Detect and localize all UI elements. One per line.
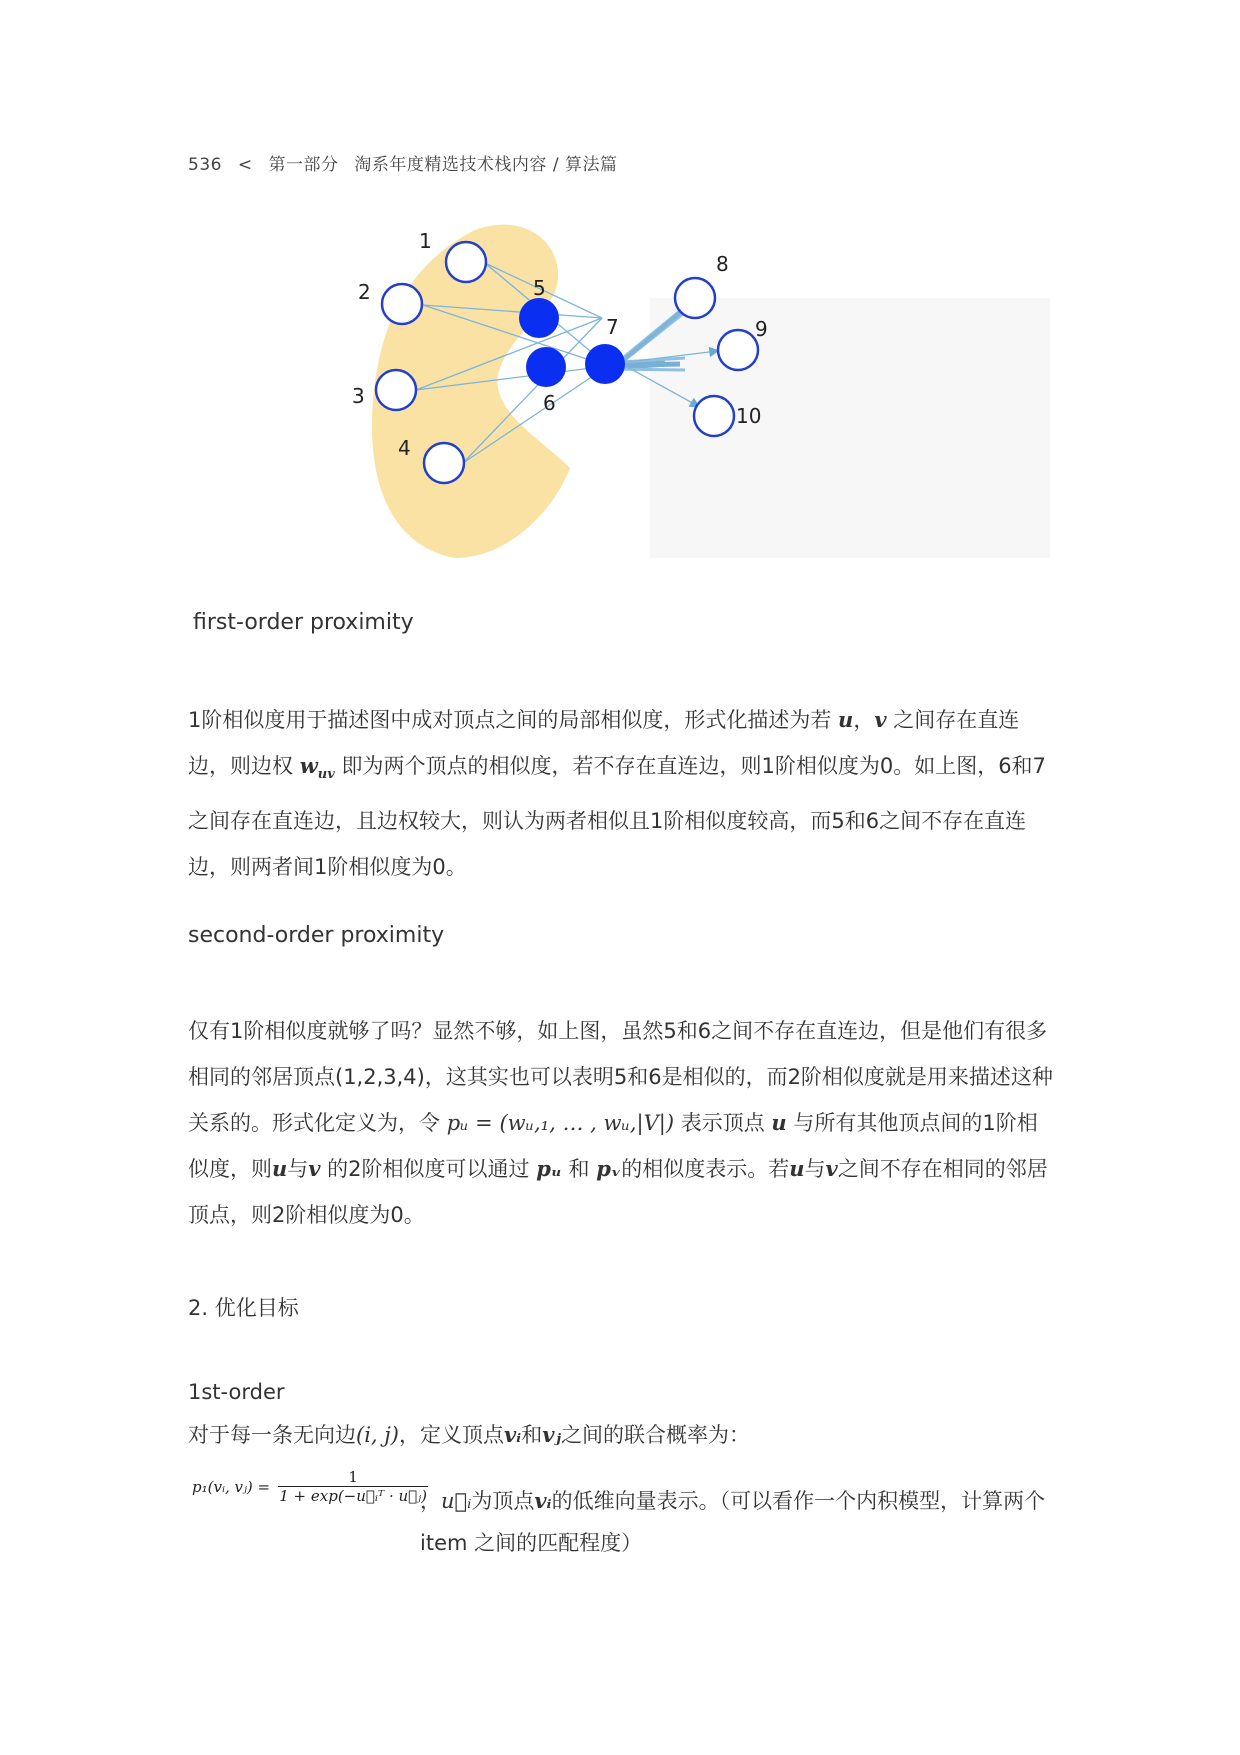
node-2 xyxy=(382,284,422,324)
first-order-text-2: 之间存在直连 xyxy=(893,708,1020,732)
objective-text-2: ，定义顶点 xyxy=(398,1423,504,1447)
var-vj: vⱼ xyxy=(542,1422,561,1447)
objective-text-3: 和 xyxy=(521,1423,543,1447)
second-order-text-6: 和 xyxy=(568,1157,590,1181)
pu-definition-formula: pᵤ = (wᵤ,₁, … , wᵤ,|V|) xyxy=(446,1111,675,1135)
second-order-text-1: 仅有1阶相似度就够了吗？显然不够，如上图，虽然5和6之间不存在直连边，但是他们有很多相同的邻居顶点(1,2,3,4)，这其实也可以表明5和6是相似的，而2阶相似度就是用来描述这种关系的。形式化定义为，令 xyxy=(188,1019,1053,1135)
formula-lhs: p₁(vᵢ, vⱼ) = xyxy=(192,1477,271,1496)
var-w-uv xyxy=(299,753,335,783)
node-1 xyxy=(446,242,486,282)
var-u-4: u xyxy=(789,1156,805,1181)
node-6 xyxy=(526,347,566,387)
second-order-title: second-order proximity xyxy=(188,923,445,948)
label-5: 5 xyxy=(533,276,546,300)
label-1: 1 xyxy=(419,229,432,253)
header-separator: < xyxy=(237,155,253,175)
var-pv: pᵥ xyxy=(596,1156,622,1181)
var-u-2: u xyxy=(771,1110,787,1135)
formula-numerator: 1 xyxy=(348,1468,358,1486)
page-header xyxy=(188,150,627,175)
var-vi: vᵢ xyxy=(503,1422,522,1447)
label-6: 6 xyxy=(543,391,556,415)
var-ui-vector: u⃗ᵢ xyxy=(441,1489,472,1513)
label-3: 3 xyxy=(352,384,365,408)
objective-line-2 xyxy=(420,1480,1048,1564)
second-order-text-9: 之间不存在相同的邻居顶点，则2阶相似度为0。 xyxy=(188,1157,1048,1227)
label-4: 4 xyxy=(398,436,411,460)
objective-text-5: ， xyxy=(420,1489,441,1513)
var-w: w xyxy=(299,753,318,778)
first-order-objective-title: 1st-order xyxy=(188,1380,285,1404)
first-order-paragraph xyxy=(188,697,1056,890)
var-w-sub: uv xyxy=(317,767,335,783)
first-order-title: first-order proximity xyxy=(193,610,414,635)
comma: ， xyxy=(853,708,875,732)
node-4 xyxy=(424,443,464,483)
second-order-text-7: 的相似度表示。若 xyxy=(621,1157,790,1181)
node-7 xyxy=(585,344,625,384)
objective-text-4: 之间的联合概率为： xyxy=(561,1423,750,1447)
formula-denominator: 1 + exp(−u⃗ᵢᵀ · u⃗ⱼ) xyxy=(279,1487,428,1505)
node-8 xyxy=(675,278,715,318)
var-u-3: u xyxy=(272,1156,288,1181)
label-8: 8 xyxy=(716,252,729,276)
node-5 xyxy=(519,298,559,338)
first-order-text-1: 1阶相似度用于描述图中成对顶点之间的局部相似度，形式化描述为若 xyxy=(188,708,832,732)
var-vi-2: vᵢ xyxy=(534,1488,552,1513)
label-9: 9 xyxy=(755,317,768,341)
second-order-paragraph xyxy=(188,1008,1056,1238)
node-10 xyxy=(694,396,734,436)
second-order-text-3: 与所有其他顶点间的1阶相似度，则 xyxy=(188,1111,1038,1181)
header-part: 第一部分 xyxy=(268,155,339,175)
node-9 xyxy=(718,330,758,370)
edge-ij: (i, j) xyxy=(356,1423,399,1447)
objective-text-7: 的低维向量表示。（可以看作一个内积模型，计算两个 item 之间的匹配程度） xyxy=(420,1489,1046,1555)
var-v-2: v xyxy=(308,1156,321,1181)
second-order-text-5: 的2阶相似度可以通过 xyxy=(327,1157,530,1181)
var-v: v xyxy=(874,707,887,732)
objective-text-6: 为顶点 xyxy=(471,1489,535,1513)
var-u: u xyxy=(838,707,854,732)
node-3 xyxy=(376,370,416,410)
second-order-text-8: 与 xyxy=(804,1157,826,1181)
objective-text-1: 对于每一条无向边 xyxy=(188,1423,356,1447)
label-10: 10 xyxy=(736,404,762,428)
var-pu: pᵤ xyxy=(536,1156,562,1181)
page-number: 536 xyxy=(188,155,222,175)
first-order-text-3: 边，则边权 xyxy=(188,754,293,778)
joint-probability-formula xyxy=(192,1468,428,1505)
second-order-text-2: 表示顶点 xyxy=(680,1111,765,1135)
header-section: 淘系年度精选技术栈内容 / 算法篇 xyxy=(354,155,618,175)
optimization-title: 2. 优化目标 xyxy=(188,1296,299,1320)
graph-figure xyxy=(352,218,1050,558)
second-order-text-4: 与 xyxy=(287,1157,309,1181)
objective-line-1 xyxy=(188,1418,1056,1452)
first-order-text-4: 即为两个顶点的相似度，若不存在直连边，则1阶相似度为0。如上图，6和7之间存在直连边，且边权较大，则认为两者相似且1阶相似度较高，而5和6之间不存在直连边，则两者间1阶相似度为0。 xyxy=(188,754,1046,880)
label-2: 2 xyxy=(358,280,371,304)
var-v-3: v xyxy=(825,1156,838,1181)
label-7: 7 xyxy=(606,315,619,339)
